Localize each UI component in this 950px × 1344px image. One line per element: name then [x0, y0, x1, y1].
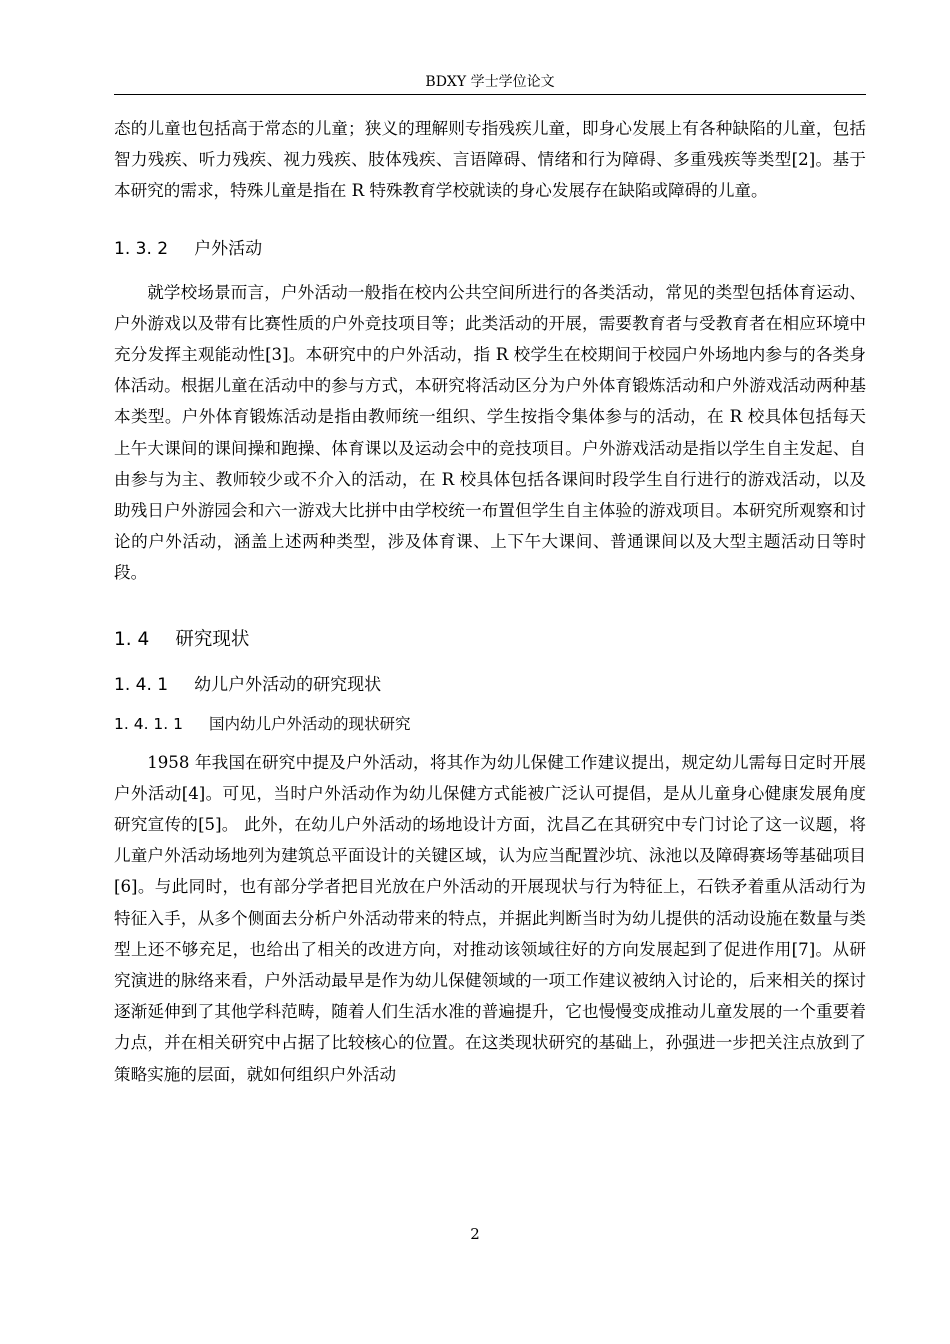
page-body [114, 113, 866, 1090]
heading-title: 户外活动 [194, 238, 263, 259]
paragraph-outdoor-activity-definition: 就学校场景而言，户外活动一般指在校内公共空间所进行的各类活动，常见的类型包括体育运动、户外游戏以及带有比赛性质的户外竞技项目等；此类活动的开展，需要教育者与受教育者在相应环境中充分发挥主观能动性[3]。本研究中的户外活动，指 R 校学生在校期间于校园户外场地内参与的各类身体活动。根据儿童在活动中的参与方式，本研究将活动区分为户外体育锻炼活动和户外游戏活动两种基本类型。户外体育锻炼活动是指由教师统一组织、学生按指令集体参与的活动，在 R 校具体包括每天上午大课间的课间操和跑操、体育课以及运动会中的竞技项目。户外游戏活动是指以学生自主发起、自由参与为主、教师较少或不介入的活动，在 R 校具体包括各课间时段学生自行进行的游戏活动，以及助残日户外游园会和六一游戏大比拼中由学校统一布置但学生自主体验的游戏项目。本研究所观察和讨论的户外活动，涵盖上述两种类型，涉及体育课、上下午大课间、普通课间以及大型主题活动日等时段。 [114, 282, 866, 583]
heading-number: 1. 4. 1. 1 [114, 714, 184, 733]
page-number: 2 [470, 1225, 480, 1243]
heading-number: 1. 4 [114, 628, 150, 650]
heading-title: 研究现状 [175, 628, 250, 650]
paragraph-domestic-research: 1958 年我国在研究中提及户外活动，将其作为幼儿保健工作建议提出，规定幼儿需每日定时开展户外活动[4]。可见，当时户外活动作为幼儿保健方式能被广泛认可提倡，是从儿童身心健康发展角度研究宣传的[5]。 此外，在幼儿户外活动的场地设计方面，沈昌乙在其研究中专门讨论了这一议题，将儿童户外活动场地列为建筑总平面设计的关键区域，认为应当配置沙坑、泳池以及障碍赛场等基础项目[6]。与此同时，也有部分学者把目光放在户外活动的开展现状与行为特征上，石铁矛着重从活动行为特征入手，从多个侧面去分析户外活动带来的特点，并据此判断当时为幼儿提供的活动设施在数量与类型上还不够充足，也给出了相关的改进方向，对推动该领域往好的方向发展起到了促进作用[7]。从研究演进的脉络来看，户外活动最早是作为幼儿保健领域的一项工作建议被纳入讨论的，后来相关的探讨逐渐延伸到了其他学科范畴，随着人们生活水准的普遍提升，它也慢慢变成推动儿童发展的一个重要着力点，并在相关研究中占据了比较核心的位置。在这类现状研究的基础上，孙强进一步把关注点放到了策略实施的层面，就如何组织户外活动 [114, 752, 866, 1084]
page-header [114, 68, 866, 95]
heading-1-4-1 [114, 673, 866, 697]
heading-1-3-2 [114, 237, 866, 261]
heading-number: 1. 4. 1 [114, 674, 169, 695]
heading-1-4 [114, 627, 866, 653]
heading-number: 1. 3. 2 [114, 238, 169, 259]
header-title: BDXY 学士学位论文 [425, 74, 555, 90]
paragraph-special-children-definition: 态的儿童也包括高于常态的儿童；狭义的理解则专指残疾儿童，即身心发展上有各种缺陷的儿童，包括智力残疾、听力残疾、视力残疾、肢体残疾、言语障碍、情绪和行为障碍、多重残疾等类型[2]。基于本研究的需求，特殊儿童是指在 R 特殊教育学校就读的身心发展存在缺陷或障碍的儿童。 [114, 119, 866, 201]
heading-title: 幼儿户外活动的研究现状 [194, 674, 382, 695]
heading-1-4-1-1 [114, 713, 866, 735]
heading-title: 国内幼儿户外活动的现状研究 [209, 714, 411, 733]
